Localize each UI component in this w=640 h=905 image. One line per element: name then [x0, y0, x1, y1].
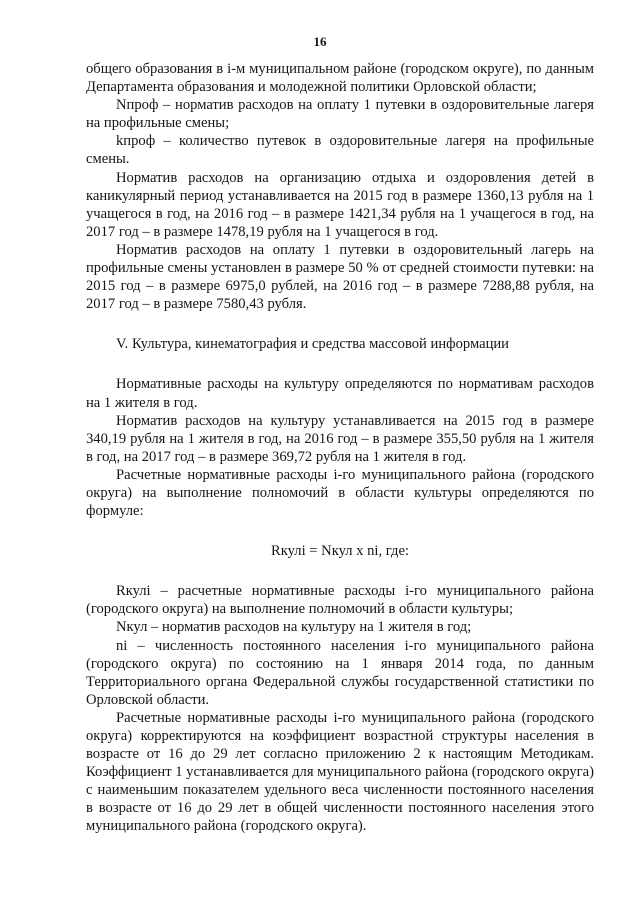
paragraph-continuation: общего образования в i-м муниципальном районе (городском округе), по данным Департамента образования и молодежной политики Орловской области;	[86, 61, 594, 96]
page-number: 16	[313, 34, 327, 49]
paragraph-voucher-norm: Норматив расходов на оплату 1 путевки в оздоровительный лагерь на профильные смены установлен в размере 50 % от средней стоимости путевки: на 2015 год – в размере 6975,0 рублей, на 2016 год – в размере 7288,88 рубля, на 2017 год – в размере 7580,43 рубля.	[86, 241, 594, 313]
paragraph-age-coefficient: Расчетные нормативные расходы i-го муниципального района (городского округа) корректируются на коэффициент возрастной структуры населения в возрасте от 16 до 29 лет согласно приложению 2 к настоящим Методикам. Коэффициент 1 устанавливается для муниципального района (городского округа) с наименьшим показателем удельного веса численности постоянного населения в возрасте от 16 до 29 лет в общей численности постоянного населения этого муниципального района (городского округа).	[86, 709, 594, 835]
page-body	[86, 60, 594, 836]
paragraph-rest-norm: Норматив расходов на организацию отдыха и оздоровления детей в каникулярный период устанавливается на 2015 год в размере 1360,13 рубля на 1 учащегося в год, на 2016 год – в размере 1421,34 рубля на 1 учащегося в год, на 2017 год – в размере 1478,19 рубля на 1 учащегося в год.	[86, 169, 594, 240]
paragraph-ni-definition: ni – численность постоянного населения i-го муниципального района (городского округа) по состоянию на 1 января 2014 года, по данным Территориального органа Федеральной службы государственной статистики по Орловской области.	[86, 637, 594, 708]
paragraph-nprof-definition: Nпроф – норматив расходов на оплату 1 путевки в оздоровительные лагеря на профильные смены;	[86, 97, 594, 132]
paragraph-formula-intro: Расчетные нормативные расходы i-го муниципального района (городского округа) на выполнение полномочий в области культуры определяются по формуле:	[86, 466, 594, 520]
paragraph-nkul-definition: Nкул – норматив расходов на культуру на 1 жителя в год;	[116, 619, 472, 636]
paragraph-culture-norm: Норматив расходов на культуру устанавливается на 2015 год в размере 340,19 рубля на 1 жителя в год, на 2016 год – в размере 355,50 рубля на 1 жителя в год, на 2017 год – в размере 369,72 рубля на 1 жителя в год.	[86, 412, 594, 465]
formula: Rкулi = Nкул x ni, где:	[271, 543, 409, 560]
section-heading: V. Культура, кинематография и средства массовой информации	[116, 336, 509, 353]
paragraph-kprof-definition: kпроф – количество путевок в оздоровительные лагеря на профильные смены.	[86, 133, 594, 168]
paragraph-culture-intro: Нормативные расходы на культуру определяются по нормативам расходов на 1 жителя в год.	[86, 376, 594, 411]
paragraph-rkul-definition: Rкулi – расчетные нормативные расходы i-го муниципального района (городского округа) на выполнение полномочий в области культуры;	[86, 583, 594, 618]
